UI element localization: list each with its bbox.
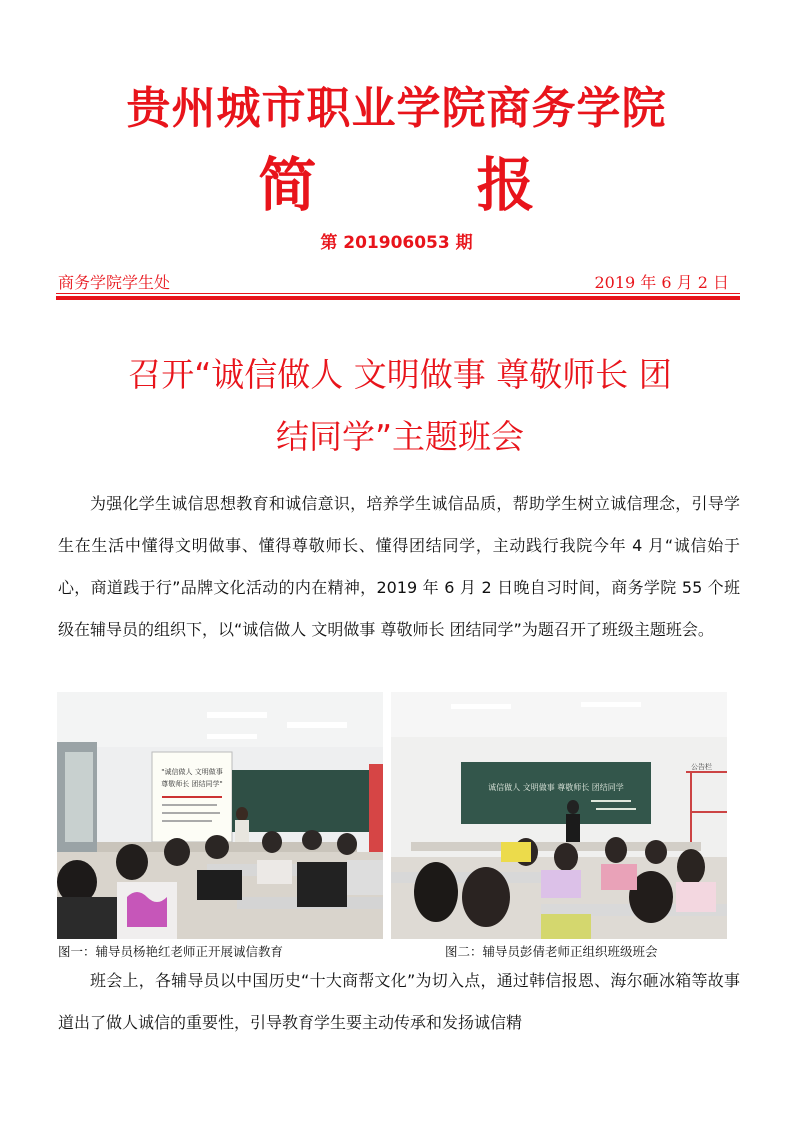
photo-caption-1: 图一：辅导员杨艳红老师正开展诚信教育 [58, 944, 284, 959]
chalkboard-text: 诚信做人 文明做事 尊敬师长 团结同学 [488, 783, 624, 792]
article-headline [60, 344, 740, 468]
issue-number: 第 201906053 期 [320, 233, 473, 253]
notice-board-sign: 公告栏 [691, 763, 712, 771]
headline-line-2: 结同学”主题班会 [275, 417, 525, 456]
department-label: 商务学院学生处 [58, 273, 171, 292]
header-divider-thick [56, 296, 740, 300]
projector-line-1: "诚信做人 文明做事 [161, 768, 223, 776]
issue-date: 2019 年 6 月 2 日 [594, 273, 729, 292]
masthead-subtitle: 简 报 [258, 151, 605, 219]
projector-line-2: 尊敬师长 团结同学" [161, 780, 223, 788]
header-divider-thin [56, 293, 740, 294]
photo-classroom-chalkboard [391, 692, 727, 939]
article-paragraph-2: 班会上，各辅导员以中国历史“十大商帮文化”为切入点，通过韩信报恩、海尔砸冰箱等故事道出了做人诚信的重要性，引导教育学生要主动传承和发扬诚信精 [58, 971, 740, 1032]
article-paragraph-1: 为强化学生诚信思想教育和诚信意识，培养学生诚信品质，帮助学生树立诚信理念，引导学生在生活中懂得文明做事、懂得尊敬师长、懂得团结同学，主动践行我院今年 4 月“诚信始于心，商道践于行”品牌文化活动的内在精神，2019 年 6 月 2 日晚自习时间，商务学院 55 个班级在辅导员的组织下，以“诚信做人 文明做事 尊敬师长 团结同学”为题召开了班级主题班会。 [58, 494, 740, 639]
masthead-title: 贵州城市职业学院商务学院 [126, 83, 667, 134]
photo-caption-2: 图二：辅导员彭倩老师正组织班级班会 [445, 944, 658, 959]
photo-classroom-projector [57, 692, 383, 939]
headline-line-1: 召开“诚信做人 文明做事 尊敬师长 团 [128, 355, 672, 394]
